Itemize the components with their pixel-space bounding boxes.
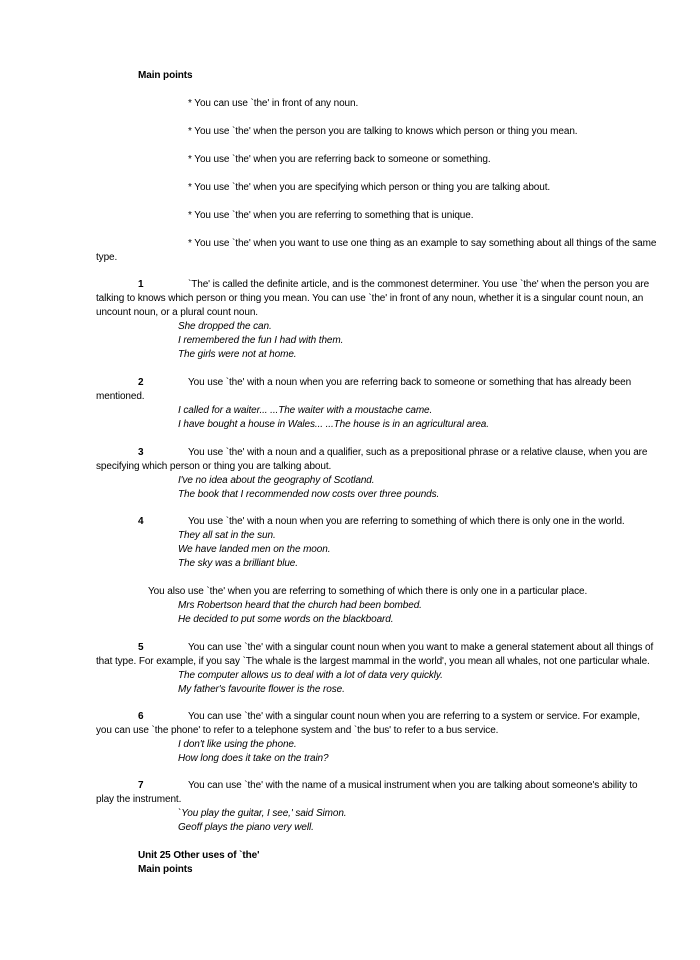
example-sentence: My father's favourite flower is the rose. <box>178 684 345 695</box>
section-3-examples <box>178 474 439 502</box>
section-number: 2 <box>138 377 144 388</box>
section-6-examples <box>178 738 329 766</box>
example-sentence: They all sat in the sun. <box>178 530 276 541</box>
example-sentence: I have bought a house in Wales... ...The house is in an agricultural area. <box>178 419 489 430</box>
bullet-point: * You use `the' when the person you are talking to knows which person or thing you mean. <box>188 126 578 137</box>
section-text: You can use `the' with a singular count noun when you want to make a general statement about all things of that type. For example, if you say `The whale is the largest mammal in the world', you mean all whales, not one particular whale. <box>96 642 654 667</box>
example-sentence: The book that I recommended now costs over three pounds. <box>178 489 440 500</box>
section-5-examples <box>178 669 443 697</box>
section-number: 3 <box>138 447 144 458</box>
example-sentence: The girls were not at home. <box>178 349 297 360</box>
bullet-point: * You use `the' when you are referring to something that is unique. <box>188 210 474 221</box>
section-text: You use `the' with a noun when you are referring back to someone or something that has already been mentioned. <box>96 377 632 402</box>
unit-title: Unit 25 Other uses of `the' <box>138 850 260 861</box>
section-2-paragraph <box>96 376 656 404</box>
section-7-examples <box>178 807 346 835</box>
bullet-point: * You use `the' when you want to use one thing as an example to say something about all things of the same <box>188 238 657 249</box>
section-text: You use `the' with a noun when you are referring to something of which there is only one in the world. <box>188 516 625 527</box>
example-sentence: We have landed men on the moon. <box>178 544 331 555</box>
section-6-paragraph <box>96 710 656 738</box>
example-sentence: I remembered the fun I had with them. <box>178 335 344 346</box>
section-text: You can use `the' with a singular count noun when you are referring to a system or service. For example, you can use `the phone' to refer to a telephone system and `the bus' to refer to a bus service. <box>96 711 640 736</box>
section-4-continuation: You also use `the' when you are referring to something of which there is only one in a particular place. <box>148 586 588 597</box>
section-4-continuation-examples <box>178 599 422 627</box>
section-1-paragraph <box>96 278 656 320</box>
example-sentence: `You play the guitar, I see,' said Simon. <box>178 808 347 819</box>
unit-subtitle: Main points <box>138 864 193 875</box>
section-text: You use `the' with a noun and a qualifier, such as a prepositional phrase or a relative clause, when you are specifying which person or thing you are talking about. <box>96 447 648 472</box>
section-number: 6 <box>138 711 144 722</box>
section-text: `The' is called the definite article, and is the commonest determiner. You use `the' when the person you are talking to knows which person or thing you mean. You can use `the' in front of any noun, whether it is a singular count noun, an uncount noun, or a plural count noun. <box>96 279 650 318</box>
section-5-paragraph <box>96 641 656 669</box>
section-2-examples <box>178 404 489 432</box>
bullet-point: * You use `the' when you are referring back to someone or something. <box>188 154 491 165</box>
section-3-paragraph <box>96 446 656 474</box>
example-sentence: Mrs Robertson heard that the church had been bombed. <box>178 600 422 611</box>
example-sentence: I've no idea about the geography of Scotland. <box>178 475 375 486</box>
example-sentence: She dropped the can. <box>178 321 272 332</box>
section-number: 7 <box>138 780 144 791</box>
section-1-examples <box>178 320 343 362</box>
example-sentence: Geoff plays the piano very well. <box>178 822 314 833</box>
section-number: 4 <box>138 516 144 527</box>
section-4-paragraph <box>96 515 656 529</box>
section-4-examples <box>178 529 330 571</box>
bullet-point: * You can use `the' in front of any noun. <box>188 98 359 109</box>
example-sentence: I called for a waiter... ...The waiter with a moustache came. <box>178 405 433 416</box>
section-number: 5 <box>138 642 144 653</box>
section-text: You can use `the' with the name of a musical instrument when you are talking about someone's ability to play the instrument. <box>96 780 638 805</box>
bullet-point: * You use `the' when you are specifying which person or thing you are talking about. <box>188 182 551 193</box>
example-sentence: The sky was a brilliant blue. <box>178 558 298 569</box>
example-sentence: The computer allows us to deal with a lot of data very quickly. <box>178 670 443 681</box>
section-7-paragraph <box>96 779 656 807</box>
example-sentence: How long does it take on the train? <box>178 753 329 764</box>
bullet-point-continuation: type. <box>96 252 118 263</box>
example-sentence: He decided to put some words on the blackboard. <box>178 614 394 625</box>
page-title: Main points <box>138 70 193 81</box>
example-sentence: I don't like using the phone. <box>178 739 297 750</box>
section-number: 1 <box>138 279 144 290</box>
